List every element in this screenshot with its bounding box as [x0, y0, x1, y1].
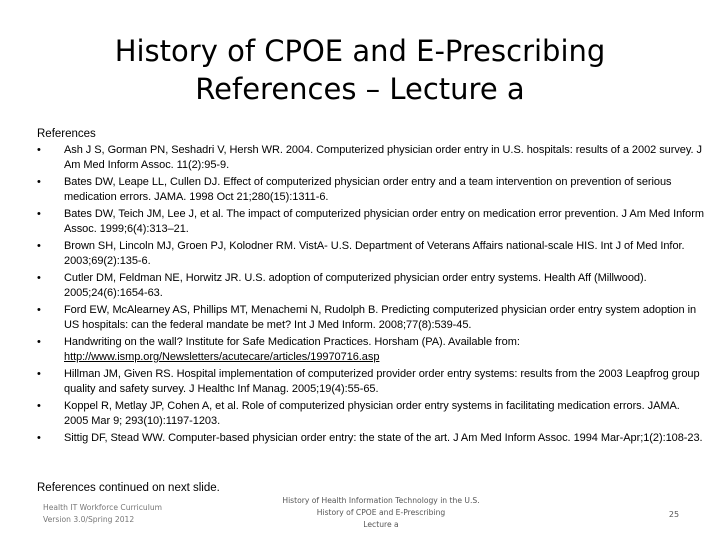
footer-curriculum — [43, 502, 243, 526]
reference-item — [37, 239, 705, 269]
reference-text: Cutler DM, Feldman NE, Horwitz JR. U.S. adoption of computerized physician order entry systems. Health Aff (Millwood). 2005;24(6):1654-63. — [64, 272, 647, 299]
reference-item — [37, 143, 705, 173]
reference-text: Koppel R, Metlay JP, Cohen A, et al. Role of computerized physician order entry systems in facilitating medication errors. JAMA. 2005 Mar 9; 293(10):1197-1203. — [64, 400, 680, 427]
footer-curriculum-line-2: Version 3.0/Spring 2012 — [43, 515, 135, 524]
reference-text: Brown SH, Lincoln MJ, Groen PJ, Kolodner RM. VistA- U.S. Department of Veterans Affairs national-scale HIS. Int J of Med Infor. 2003;69(2):135-6. — [64, 240, 685, 267]
reference-text: Ash J S, Gorman PN, Seshadri V, Hersh WR. 2004. Computerized physician order entry in U.S. hospitals: results of a 2002 survey. J Am Med Inform Assoc. 11(2):95-9. — [64, 144, 702, 171]
references-heading: References — [37, 128, 96, 140]
bullet-icon: • — [37, 368, 41, 380]
reference-item — [37, 335, 705, 365]
slide-title — [20, 32, 700, 108]
reference-text: Bates DW, Leape LL, Cullen DJ. Effect of computerized physician order entry and a team intervention on prevention of serious medication errors. JAMA. 1998 Oct 21;280(15):1311-6. — [64, 176, 672, 203]
reference-item — [37, 399, 705, 429]
reference-item — [37, 207, 705, 237]
reference-text: Handwriting on the wall? Institute for Safe Medication Practices. Horsham (PA). Available from: — [64, 336, 520, 348]
reference-item — [37, 271, 705, 301]
reference-text: Bates DW, Teich JM, Lee J, et al. The impact of computerized physician order entry on medication error prevention. J Am Med Inform Assoc. 1999;6(4):313–21. — [64, 208, 704, 235]
references-list — [37, 143, 705, 448]
footer-center-line-2: History of CPOE and E-Prescribing — [316, 508, 446, 517]
bullet-icon: • — [37, 240, 41, 252]
reference-item — [37, 303, 705, 333]
footer-curriculum-line-1: Health IT Workforce Curriculum — [43, 503, 163, 512]
bullet-icon: • — [37, 208, 41, 220]
bullet-icon: • — [37, 176, 41, 188]
reference-text: Hillman JM, Given RS. Hospital implementation of computerized provider order entry systems: results from the 2003 Leapfrog group quality and safety survey. J Healthc Inf Manag. 2005;19(4):55-65. — [64, 368, 700, 395]
page-number: 25 — [668, 510, 680, 519]
bullet-icon: • — [37, 272, 41, 284]
reference-text: Ford EW, McAlearney AS, Phillips MT, Menachemi N, Rudolph B. Predicting computerized physician order entry system adoption in US hospitals: can the federal mandate be met? Int J Med Inform. 2008;77(8):539-45. — [64, 304, 697, 331]
bullet-icon: • — [37, 144, 41, 156]
footer-lecture-info — [266, 495, 496, 531]
reference-item — [37, 175, 705, 205]
bullet-icon: • — [37, 304, 41, 316]
bullet-icon: • — [37, 400, 41, 412]
slide-title-line-1: History of CPOE and E-Prescribing — [114, 34, 606, 68]
bullet-icon: • — [37, 432, 41, 444]
bullet-icon: • — [37, 336, 41, 348]
reference-item — [37, 431, 705, 446]
references-continued-note: References continued on next slide. — [37, 482, 220, 494]
footer-center-line-3: Lecture a — [363, 520, 399, 529]
slide-title-line-2: References – Lecture a — [195, 72, 525, 106]
footer-center-line-1: History of Health Information Technology in the U.S. — [282, 496, 480, 505]
reference-item — [37, 367, 705, 397]
ismp-reference-link[interactable]: http://www.ismp.org/Newsletters/acutecare/articles/19970716.asp — [64, 351, 380, 363]
reference-text: Sittig DF, Stead WW. Computer-based physician order entry: the state of the art. J Am Med Inform Assoc. 1994 Mar-Apr;1(2):108-23. — [64, 432, 703, 444]
